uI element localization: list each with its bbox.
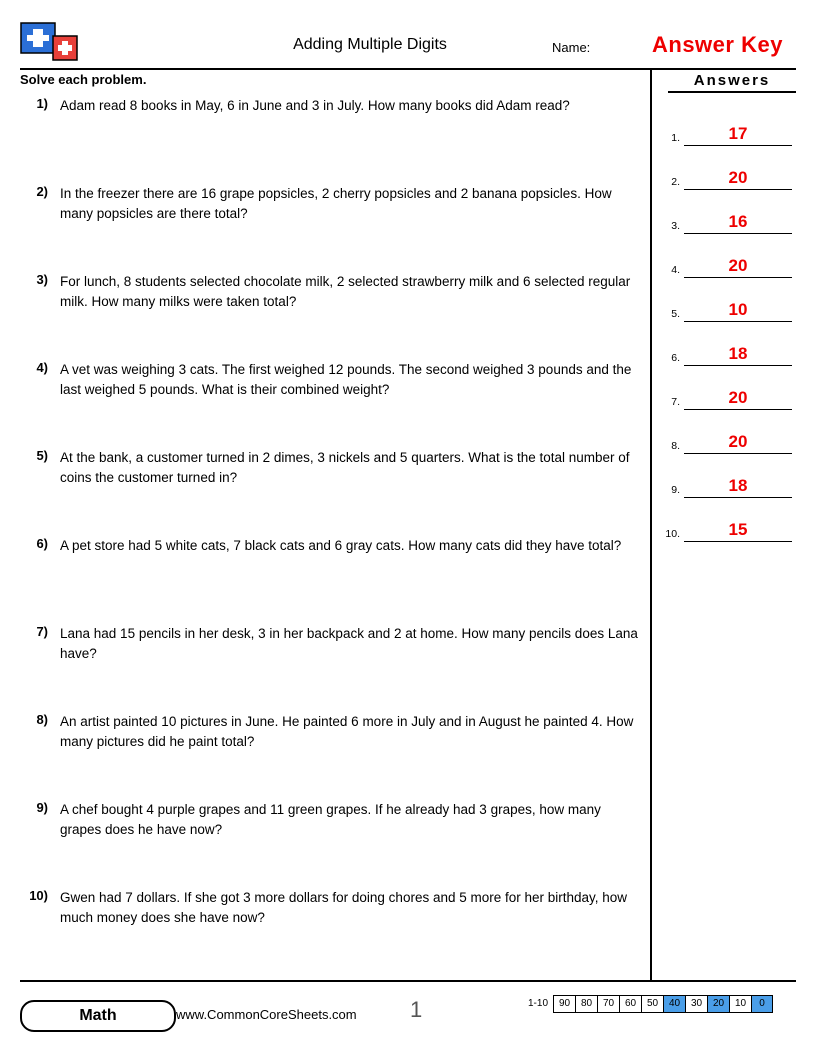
scale-cell: 50 xyxy=(641,995,663,1013)
grading-scale xyxy=(528,995,773,1013)
answer-value: 20 xyxy=(728,388,748,407)
answer-value: 20 xyxy=(728,256,748,275)
footer-divider xyxy=(20,980,796,982)
answer-index: 6. xyxy=(671,352,680,364)
problem-number: 10) xyxy=(29,888,48,903)
problem-number: 3) xyxy=(36,272,48,287)
problem-text: Gwen had 7 dollars. If she got 3 more dollars for doing chores and 5 more for her birthday, how much money does she have now? xyxy=(60,890,628,925)
worksheet-header xyxy=(20,22,796,68)
page-number: 1 xyxy=(410,997,423,1022)
scale-cell: 40 xyxy=(663,995,685,1013)
problem-text: For lunch, 8 students selected chocolate milk, 2 selected strawberry milk and 6 selected regular milk. How many milks were taken total? xyxy=(60,274,631,309)
problem-item xyxy=(20,712,640,780)
scale-cell: 10 xyxy=(729,995,751,1013)
problem-text: A vet was weighing 3 cats. The first weighed 12 pounds. The second weighed 3 pounds and the last weighed 5 pounds. What is their combined weight? xyxy=(60,362,632,397)
problem-text: At the bank, a customer turned in 2 dimes, 3 nickels and 5 quarters. What is the total number of coins the customer turned in? xyxy=(60,450,630,485)
math-plus-logo-icon xyxy=(20,22,80,64)
scale-cell: 0 xyxy=(751,995,773,1013)
answer-index: 8. xyxy=(671,440,680,452)
problem-item xyxy=(20,448,640,516)
answer-value: 18 xyxy=(728,476,748,495)
problem-number: 1) xyxy=(36,96,48,111)
problem-item xyxy=(20,360,640,428)
answer-value: 10 xyxy=(728,300,748,319)
scale-range-label: 1-10 xyxy=(528,998,549,1009)
problem-item xyxy=(20,96,640,164)
problem-text: Adam read 8 books in May, 6 in June and 3 in July. How many books did Adam read? xyxy=(60,98,570,113)
answer-row xyxy=(658,324,796,368)
problem-item xyxy=(20,272,640,340)
header-divider xyxy=(20,68,796,70)
answer-index: 3. xyxy=(671,220,680,232)
answer-value: 17 xyxy=(728,124,748,143)
problem-item xyxy=(20,888,640,956)
answer-index: 4. xyxy=(671,264,680,276)
problem-item xyxy=(20,624,640,692)
answer-row xyxy=(658,280,796,324)
answer-row xyxy=(658,368,796,412)
problem-number: 6) xyxy=(36,536,48,551)
answer-value: 18 xyxy=(728,344,748,363)
problem-text: In the freezer there are 16 grape popsicles, 2 cherry popsicles and 2 banana popsicles. How many popsicles are there total? xyxy=(60,186,612,221)
problem-text: An artist painted 10 pictures in June. He painted 6 more in July and in August he painted 4. How many pictures did he paint total? xyxy=(60,714,634,749)
problem-item xyxy=(20,800,640,868)
problem-number: 5) xyxy=(36,448,48,463)
answer-value: 15 xyxy=(728,520,748,539)
subject-badge: Math xyxy=(20,1000,176,1032)
answer-row xyxy=(658,412,796,456)
answer-index: 10. xyxy=(665,528,680,540)
scale-cell: 20 xyxy=(707,995,729,1013)
answers-heading: Answers xyxy=(668,72,796,93)
instructions-text: Solve each problem. xyxy=(20,72,147,87)
answer-row xyxy=(658,104,796,148)
answer-index: 2. xyxy=(671,176,680,188)
problem-number: 7) xyxy=(36,624,48,639)
answer-value: 20 xyxy=(728,168,748,187)
answer-index: 7. xyxy=(671,396,680,408)
column-divider xyxy=(650,68,652,980)
answer-value: 16 xyxy=(728,212,748,231)
answer-list xyxy=(658,104,796,544)
answer-value: 20 xyxy=(728,432,748,451)
scale-cell: 30 xyxy=(685,995,707,1013)
answer-index: 5. xyxy=(671,308,680,320)
website-link[interactable]: www.CommonCoreSheets.com xyxy=(176,1007,357,1022)
answer-row xyxy=(658,236,796,280)
answer-row xyxy=(658,148,796,192)
answer-index: 1. xyxy=(671,132,680,144)
scale-cell: 70 xyxy=(597,995,619,1013)
problem-list xyxy=(20,96,640,976)
answer-key-badge: Answer Key xyxy=(652,32,783,57)
answer-row xyxy=(658,192,796,236)
problem-number: 8) xyxy=(36,712,48,727)
name-label: Name: xyxy=(552,40,591,55)
answer-row xyxy=(658,456,796,500)
problem-item xyxy=(20,536,640,604)
page-title: Adding Multiple Digits xyxy=(293,36,447,53)
answer-row xyxy=(658,500,796,544)
scale-cell: 80 xyxy=(575,995,597,1013)
scale-cell: 90 xyxy=(553,995,575,1013)
scale-cell: 60 xyxy=(619,995,641,1013)
problem-number: 9) xyxy=(36,800,48,815)
answer-index: 9. xyxy=(671,484,680,496)
problem-item xyxy=(20,184,640,252)
problem-text: A pet store had 5 white cats, 7 black cats and 6 gray cats. How many cats did they have total? xyxy=(60,538,622,553)
problem-number: 2) xyxy=(36,184,48,199)
problem-text: A chef bought 4 purple grapes and 11 green grapes. If he already had 3 grapes, how many grapes does he have now? xyxy=(60,802,601,837)
problem-number: 4) xyxy=(36,360,48,375)
problem-text: Lana had 15 pencils in her desk, 3 in her backpack and 2 at home. How many pencils does Lana have? xyxy=(60,626,638,661)
